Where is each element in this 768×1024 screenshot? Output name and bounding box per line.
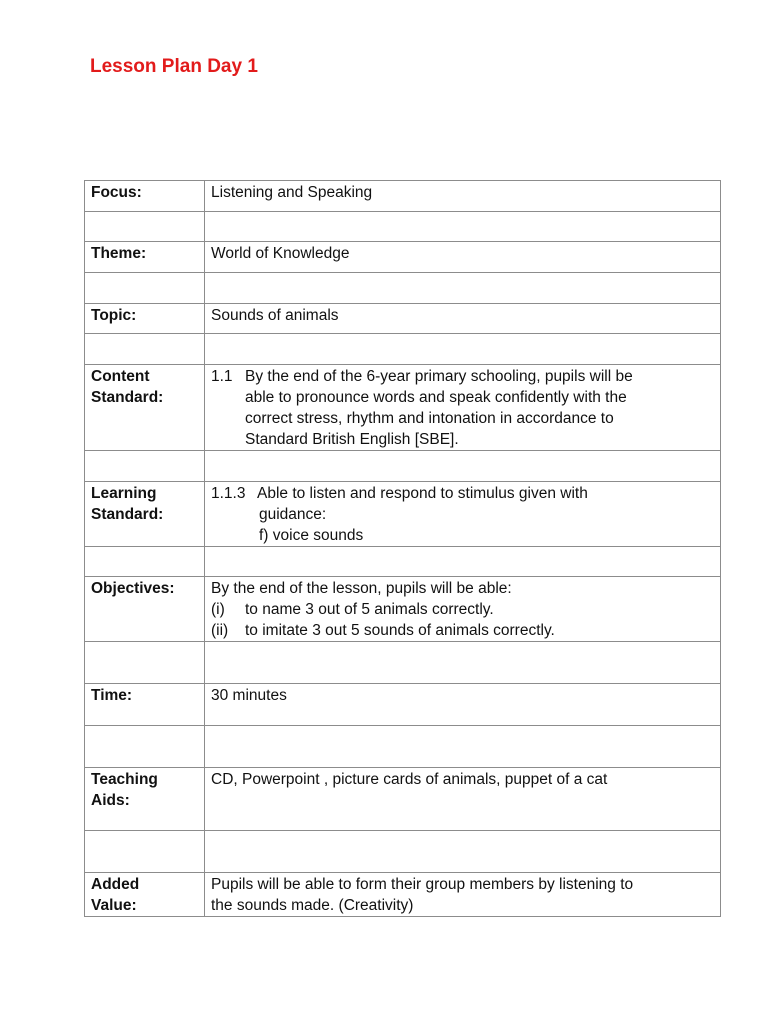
list-item-text: to name 3 out of 5 animals correctly. bbox=[245, 601, 494, 618]
table-row-teaching-aids bbox=[85, 768, 721, 831]
table-row-objectives bbox=[85, 577, 721, 642]
topic-value: Sounds of animals bbox=[205, 304, 721, 334]
table-row-added-value bbox=[85, 873, 721, 917]
focus-value: Listening and Speaking bbox=[205, 181, 721, 212]
table-row-learning-standard bbox=[85, 482, 721, 547]
teaching-aids-value: CD, Powerpoint , picture cards of animals, puppet of a cat bbox=[205, 768, 721, 831]
list-item bbox=[211, 620, 714, 641]
learning-standard-label bbox=[85, 482, 205, 547]
content-standard-value bbox=[205, 365, 721, 451]
table-row-theme bbox=[85, 242, 721, 273]
content-standard-line: correct stress, rhythm and intonation in accordance to bbox=[245, 410, 614, 427]
learning-standard-label-line: Learning bbox=[91, 485, 157, 502]
learning-standard-line: Able to listen and respond to stimulus given with bbox=[257, 485, 588, 502]
learning-standard-label-line: Standard: bbox=[91, 506, 164, 523]
theme-value: World of Knowledge bbox=[205, 242, 721, 273]
time-label: Time: bbox=[85, 684, 205, 726]
table-row-content-standard bbox=[85, 365, 721, 451]
list-item-text: to imitate 3 out 5 sounds of animals correctly. bbox=[245, 622, 555, 639]
content-standard-line: able to pronounce words and speak confidently with the bbox=[245, 389, 627, 406]
added-value-line: the sounds made. (Creativity) bbox=[211, 897, 414, 914]
added-value-value bbox=[205, 873, 721, 917]
learning-standard-line: f) voice sounds bbox=[259, 527, 364, 544]
lesson-plan-table bbox=[84, 180, 721, 917]
learning-standard-line: guidance: bbox=[259, 506, 327, 523]
added-value-label-line: Added bbox=[91, 876, 140, 893]
spacer-row bbox=[85, 334, 721, 365]
spacer-row bbox=[85, 212, 721, 242]
list-item bbox=[211, 599, 714, 620]
spacer-row bbox=[85, 726, 721, 768]
spacer-row bbox=[85, 273, 721, 304]
added-value-label-line: Value: bbox=[91, 897, 137, 914]
time-value: 30 minutes bbox=[205, 684, 721, 726]
table-row-time bbox=[85, 684, 721, 726]
objectives-value bbox=[205, 577, 721, 642]
table-row-topic bbox=[85, 304, 721, 334]
spacer-row bbox=[85, 547, 721, 577]
focus-label: Focus: bbox=[85, 181, 205, 212]
spacer-row bbox=[85, 642, 721, 684]
added-value-line: Pupils will be able to form their group members by listening to bbox=[211, 876, 634, 893]
objectives-intro: By the end of the lesson, pupils will be able: bbox=[211, 580, 512, 597]
teaching-aids-label-line: Aids: bbox=[91, 792, 130, 809]
page-title: Lesson Plan Day 1 bbox=[90, 56, 258, 77]
content-standard-label-line: Standard: bbox=[91, 389, 164, 406]
topic-label: Topic: bbox=[85, 304, 205, 334]
spacer-row bbox=[85, 451, 721, 482]
spacer-row bbox=[85, 831, 721, 873]
content-standard-line: Standard British English [SBE]. bbox=[245, 431, 459, 448]
table-row-focus bbox=[85, 181, 721, 212]
content-standard-label bbox=[85, 365, 205, 451]
learning-standard-value bbox=[205, 482, 721, 547]
learning-standard-number: 1.1.3 bbox=[211, 485, 246, 502]
objectives-label: Objectives: bbox=[85, 577, 205, 642]
list-item-number: (i) bbox=[211, 601, 225, 618]
list-item-number: (ii) bbox=[211, 622, 229, 639]
content-standard-number: 1.1 bbox=[211, 368, 233, 385]
added-value-label bbox=[85, 873, 205, 917]
theme-label: Theme: bbox=[85, 242, 205, 273]
content-standard-label-line: Content bbox=[91, 368, 150, 385]
teaching-aids-label bbox=[85, 768, 205, 831]
content-standard-line: By the end of the 6-year primary schooling, pupils will be bbox=[245, 368, 633, 385]
teaching-aids-label-line: Teaching bbox=[91, 771, 158, 788]
